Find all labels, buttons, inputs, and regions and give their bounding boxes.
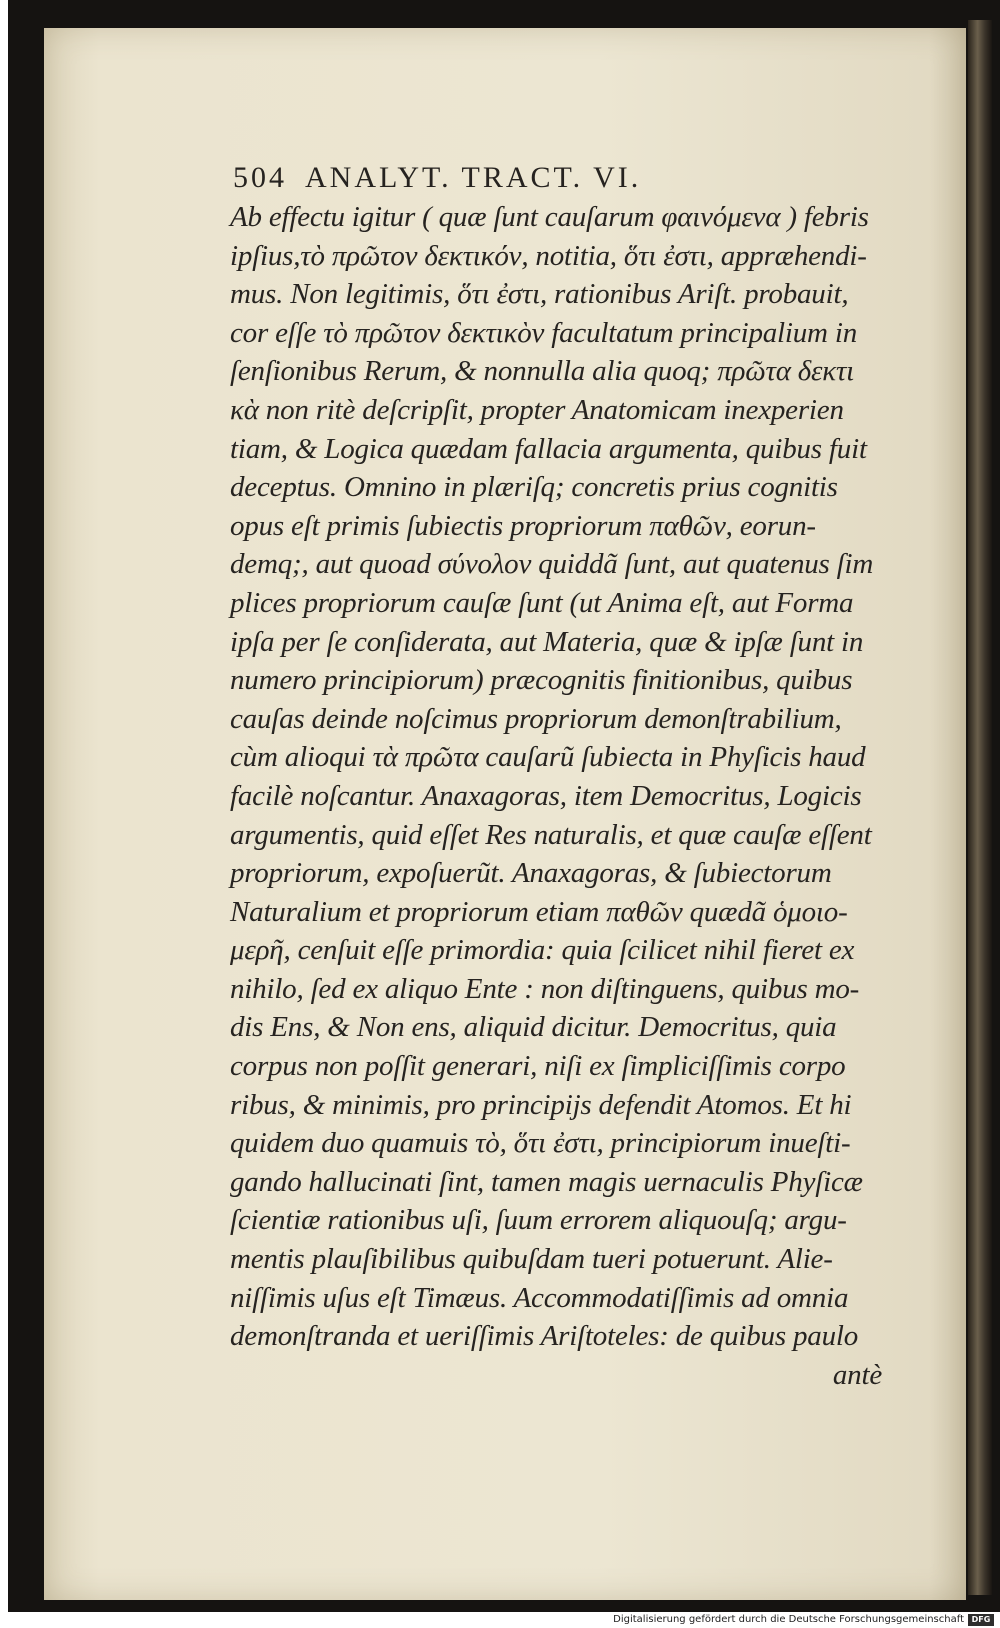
- text-line: ſenſionibus Rerum, & nonnulla alia quoq; πρῶτα δεκτι: [230, 355, 855, 388]
- text-line: ribus, & minimis, pro principijs defendit Atomos. Et hi: [230, 1088, 852, 1121]
- text-line: corpus non poſſit generari, niſi ex ſimpliciſſimis corpo: [230, 1050, 846, 1083]
- text-line: ſcientiæ rationibus uſi, ſuum errorem aliquouſq; argu-: [230, 1204, 847, 1237]
- text-line: deceptus. Omnino in plæriſq; concretis prius cognitis: [230, 471, 838, 504]
- text-line: mentis plauſibilibus quibuſdam tueri potuerunt. Alie-: [230, 1243, 833, 1276]
- page-text: [230, 158, 930, 1394]
- text-line: μερῆ, cenſuit eſſe primordia: quia ſcilicet nihil fieret ex: [230, 934, 855, 967]
- catchword: antè: [832, 1358, 882, 1391]
- text-line: Naturalium et propriorum etiam παθῶν quædã ὁμοιο-: [230, 895, 848, 928]
- text-line: facilè noſcantur. Anaxagoras, item Democritus, Logicis: [230, 779, 862, 812]
- text-line: ipſa per ſe conſiderata, aut Materia, quæ & ipſæ ſunt in: [230, 625, 864, 658]
- text-line: cor eſſe τὸ πρῶτον δεκτικὸν facultatum principalium in: [230, 316, 858, 349]
- book-edge: [968, 20, 992, 1595]
- text-line: tiam, & Logica quædam fallacia argumenta, quibus fuit: [230, 432, 867, 465]
- text-line: ipſius,τὸ πρῶτον δεκτικόν, notitia, ὅτι ἐστι, appræhendi-: [230, 239, 867, 272]
- text-line: demonſtranda et ueriſſimis Ariſtoteles: de quibus paulo: [230, 1320, 859, 1353]
- text-line: Ab effectu igitur ( quæ ſunt cauſarum φαινόμενα ) febris: [230, 201, 869, 233]
- text-line: nihilo, ſed ex aliquo Ente : non diſtinguens, quibus mo-: [230, 972, 860, 1005]
- text-line: mus. Non legitimis, ὅτι ἐστι, rationibus Ariſt. probauit,: [230, 278, 849, 311]
- text-line: demq;, aut quoad σύνολον quiddã ſunt, aut quatenus ſim: [230, 548, 874, 581]
- running-title: ANALYT. TRACT. VI.: [305, 161, 642, 194]
- text-line: cùm alioqui τὰ πρῶτα cauſarũ ſubiecta in Phyſicis haud: [230, 741, 866, 774]
- page-number: 504: [233, 161, 287, 194]
- text-line: opus eſt primis ſubiectis propriorum παθῶν, eorun-: [230, 509, 816, 542]
- text-line: gando hallucinati ſint, tamen magis uernaculis Phyſicæ: [230, 1165, 863, 1198]
- text-line: propriorum, expoſuerũt. Anaxagoras, & ſubiectorum: [230, 857, 832, 890]
- text-line: argumentis, quid eſſet Res naturalis, et quæ cauſæ eſſent: [230, 818, 872, 851]
- text-line: niſſimis uſus eſt Timæus. Accommodatiſſimis ad omnia: [230, 1281, 849, 1314]
- text-line: dis Ens, & Non ens, aliquid dicitur. Democritus, quia: [230, 1011, 837, 1044]
- text-line: plices propriorum cauſæ ſunt (ut Anima eſt, aut Forma: [230, 586, 854, 619]
- text-line: numero principiorum) præcognitis finitionibus, quibus: [230, 664, 853, 697]
- text-line: quidem duo quamuis τὸ, ὅτι ἐστι, principiorum inueſti-: [230, 1127, 851, 1160]
- text-lines: [230, 198, 930, 1394]
- running-head: [233, 158, 930, 198]
- dfg-logo: DFG: [968, 1614, 994, 1626]
- footer-bar: [0, 1612, 1000, 1628]
- text-line: cauſas deinde noſcimus propriorum demonſtrabilium,: [230, 702, 842, 735]
- text-line: κὰ non ritè deſcripſit, propter Anatomicam inexperien: [230, 393, 844, 426]
- funding-credit: Digitalisierung gefördert durch die Deutsche Forschungsgemeinschaft: [613, 1614, 964, 1625]
